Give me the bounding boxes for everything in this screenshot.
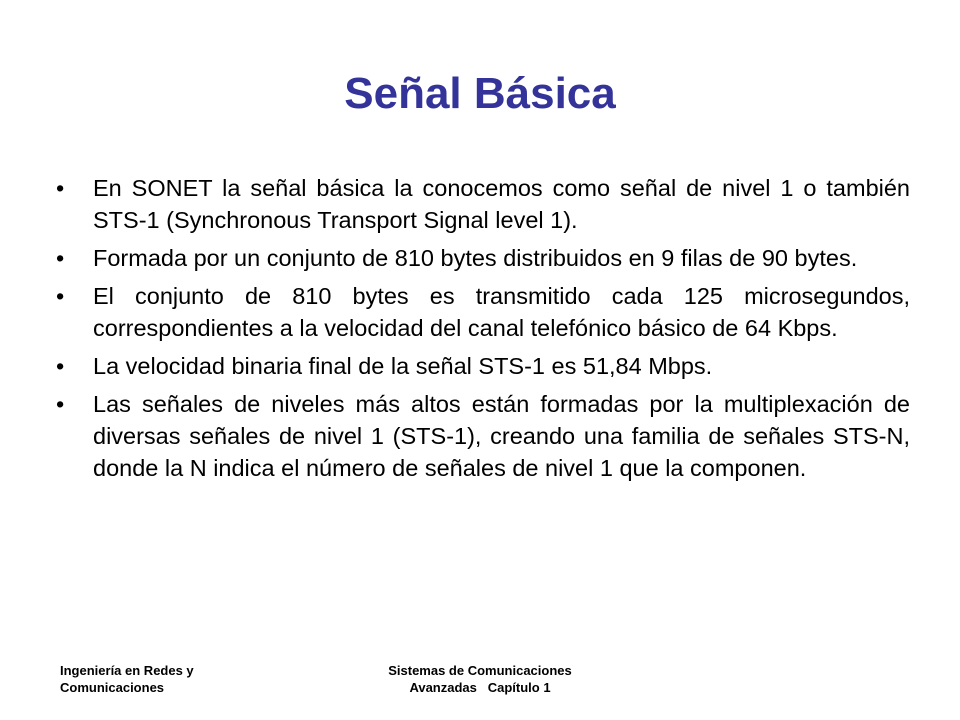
bullet-item — [56, 350, 910, 382]
bullet-item — [56, 388, 910, 484]
bullet-text: El conjunto de 810 bytes es transmitido cada 125 microsegundos, correspondientes a la velocidad del canal telefónico básico de 64 Kbps. — [93, 283, 910, 341]
bullet-dot: • — [56, 283, 65, 309]
slide-title: Señal Básica — [344, 69, 616, 118]
footer-program-line2: Comunicaciones — [60, 680, 165, 695]
bullet-dot: • — [56, 245, 65, 271]
bullet-item — [56, 280, 910, 344]
bullet-dot: • — [56, 175, 65, 201]
bullet-text: En SONET la señal básica la conocemos como señal de nivel 1 o también STS-1 (Synchronous Transport Signal level 1). — [93, 175, 910, 233]
footer-course-line1: Sistemas de Comunicaciones — [388, 663, 572, 678]
bullet-text: Las señales de niveles más altos están formadas por la multiplexación de diversas señales de nivel 1 (STS-1), creando una familia de señales STS-N, donde la N indica el número de señales de nivel 1 que la componen. — [93, 391, 910, 481]
bullet-dot: • — [56, 353, 65, 379]
footer-course-line2: Avanzadas Capítulo 1 — [409, 680, 551, 695]
bullet-dot: • — [56, 391, 65, 417]
footer-course — [340, 662, 620, 696]
bullet-text: Formada por un conjunto de 810 bytes distribuidos en 9 filas de 90 bytes. — [93, 245, 858, 271]
footer-program — [60, 662, 280, 696]
footer-program-line1: Ingeniería en Redes y — [60, 663, 194, 678]
bullet-item — [56, 242, 910, 274]
bullet-text: La velocidad binaria final de la señal STS-1 es 51,84 Mbps. — [93, 353, 713, 379]
bullet-list — [56, 172, 910, 490]
bullet-item — [56, 172, 910, 236]
